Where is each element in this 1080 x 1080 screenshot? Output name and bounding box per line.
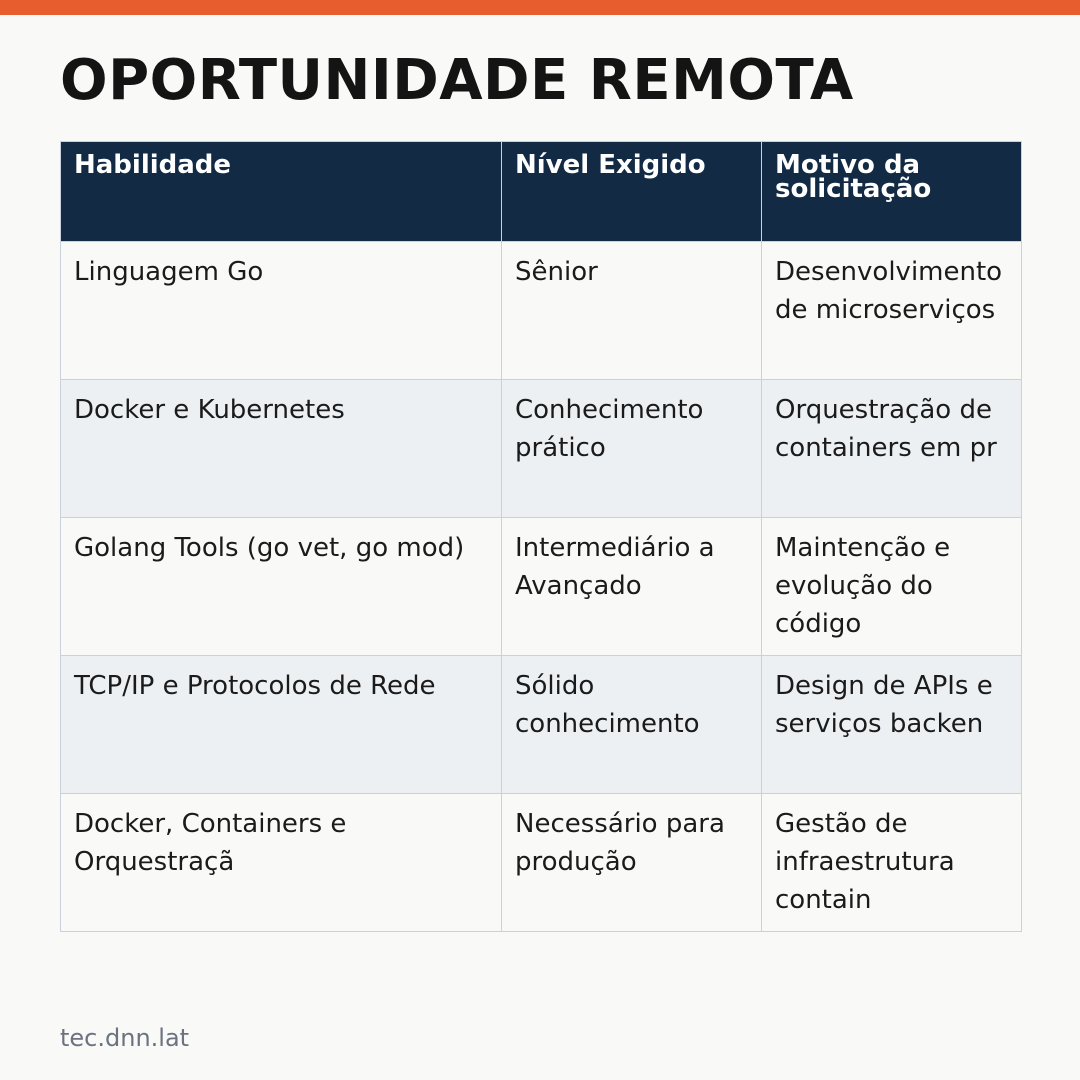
header-reason: Motivo da solicitação xyxy=(762,142,1022,242)
table-row xyxy=(61,794,1022,932)
cell-level: Conhecimento prático xyxy=(502,380,762,518)
header-skill: Habilidade xyxy=(61,142,502,242)
cell-reason: Desenvolvimento de microserviços xyxy=(762,242,1022,380)
cell-skill: TCP/IP e Protocolos de Rede xyxy=(61,656,502,794)
top-accent-bar xyxy=(0,0,1080,15)
table-row xyxy=(61,242,1022,380)
cell-skill: Golang Tools (go vet, go mod) xyxy=(61,518,502,656)
page-title: OPORTUNIDADE REMOTA xyxy=(60,48,854,113)
cell-level: Sênior xyxy=(502,242,762,380)
skills-table xyxy=(60,141,1022,932)
table-row xyxy=(61,656,1022,794)
cell-reason: Orquestração de containers em pr xyxy=(762,380,1022,518)
cell-level: Necessário para produção xyxy=(502,794,762,932)
cell-reason: Gestão de infraestrutura contain xyxy=(762,794,1022,932)
cell-reason: Maintenção e evolução do código xyxy=(762,518,1022,656)
table-row xyxy=(61,380,1022,518)
cell-reason: Design de APIs e serviços backen xyxy=(762,656,1022,794)
table-header-row xyxy=(61,142,1022,242)
header-level: Nível Exigido xyxy=(502,142,762,242)
cell-skill: Docker e Kubernetes xyxy=(61,380,502,518)
footer-domain: tec.dnn.lat xyxy=(60,1024,190,1052)
table-row xyxy=(61,518,1022,656)
cell-skill: Docker, Containers e Orquestraçã xyxy=(61,794,502,932)
cell-level: Sólido conhecimento xyxy=(502,656,762,794)
cell-skill: Linguagem Go xyxy=(61,242,502,380)
cell-level: Intermediário a Avançado xyxy=(502,518,762,656)
